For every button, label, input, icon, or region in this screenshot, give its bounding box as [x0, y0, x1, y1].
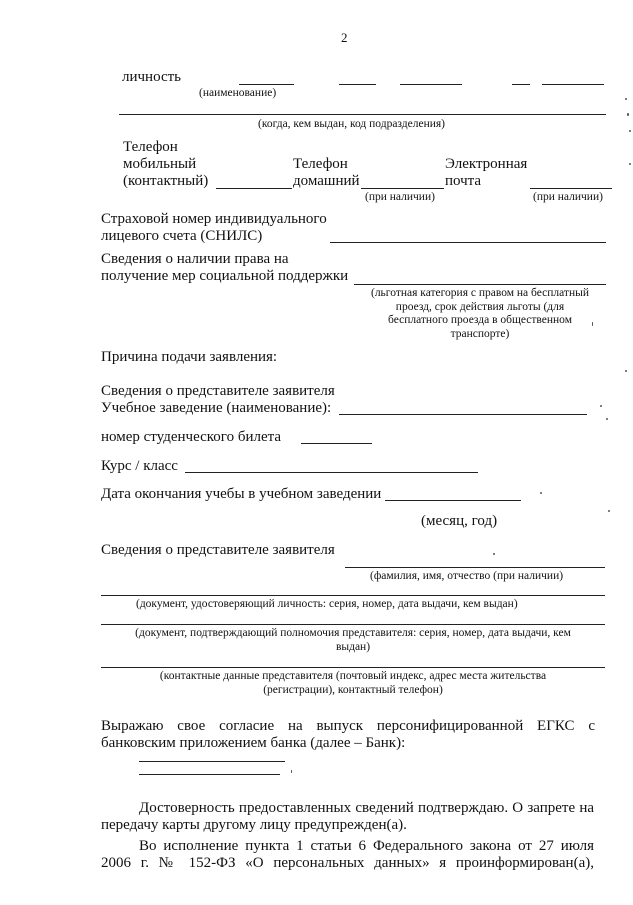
representative-contact-field[interactable] — [101, 667, 605, 668]
end-date-caption: (месяц, год) — [421, 513, 498, 529]
identity-blank-5[interactable] — [542, 84, 604, 85]
email-if-any: (при наличии) — [533, 191, 603, 203]
consent-line-1: Выражаю свое согласие на выпуск персонифицированной ЕГКС с — [101, 718, 595, 734]
home-phone-field[interactable] — [361, 188, 444, 189]
representative-contact-caption — [101, 670, 605, 697]
email-label-2: почта — [445, 173, 482, 189]
consent-field-1[interactable] — [139, 761, 285, 762]
identity-blank-2[interactable] — [339, 84, 376, 85]
identity-blank-4[interactable] — [512, 84, 530, 85]
scan-speck — [600, 405, 602, 407]
identity-name-caption: (наименование) — [199, 87, 277, 99]
declaration-para1-line1: Достоверность предоставленных сведений подтверждаю. О запрете на — [139, 800, 594, 816]
student-id-field[interactable] — [301, 443, 372, 444]
scan-speck — [493, 553, 495, 555]
scan-speck — [592, 322, 593, 326]
mobile-phone-label-3: (контактный) — [123, 173, 209, 189]
declaration-para2-line2: 2006 г. № 152-ФЗ «О персональных данных» я проинформирован(а), — [101, 855, 594, 871]
mobile-phone-label-1: Телефон — [123, 139, 178, 155]
identity-issued-line[interactable] — [119, 114, 606, 115]
reason-label: Причина подачи заявления: — [101, 349, 278, 365]
declaration-para1-line2: передачу карты другому лицу предупрежден(а). — [101, 817, 407, 833]
institution-label: Учебное заведение (наименование): — [101, 400, 332, 416]
identity-label: личность — [122, 69, 182, 85]
scan-speck — [608, 510, 610, 512]
benefits-label-2: получение мер социальной поддержки — [101, 268, 349, 284]
student-id-label: номер студенческого билета — [101, 429, 282, 445]
mobile-phone-field[interactable] — [216, 188, 292, 189]
education-rep-heading: Сведения о представителе заявителя — [101, 383, 335, 399]
identity-blank-3[interactable] — [400, 84, 462, 85]
representative-fio-field[interactable] — [345, 567, 605, 568]
representative-heading: Сведения о представителе заявителя — [101, 542, 335, 558]
scan-speck — [625, 370, 627, 372]
snils-label-1: Страховой номер индивидуального — [101, 211, 327, 227]
consent-line-2: банковским приложением банка (далее – Банк): — [101, 735, 406, 751]
representative-fio-caption: (фамилия, имя, отчество (при наличии) — [370, 570, 564, 582]
course-field[interactable] — [185, 472, 478, 473]
mobile-phone-label-2: мобильный — [123, 156, 197, 172]
benefits-field[interactable] — [354, 284, 606, 285]
identity-blank-1[interactable] — [239, 84, 294, 85]
representative-authority-caption — [101, 627, 605, 654]
benefits-caption-4: транспорте) — [450, 327, 510, 340]
home-phone-if-any: (при наличии) — [365, 191, 435, 203]
authority-caption-2: выдан) — [335, 640, 371, 653]
home-phone-label-1: Телефон — [293, 156, 348, 172]
authority-caption-1: (документ, подтверждающий полномочия представителя: серия, номер, дата выдачи, кем — [135, 627, 571, 639]
scan-speck — [291, 770, 292, 773]
benefits-label-1: Сведения о наличии права на — [101, 251, 289, 267]
email-label-1: Электронная — [445, 156, 528, 172]
contact-caption-2: (регистрации), контактный телефон) — [263, 683, 443, 696]
scan-speck — [629, 130, 631, 132]
benefits-caption-1: (льготная категория с правом на бесплатный — [370, 287, 589, 299]
representative-id-doc-field[interactable] — [101, 595, 605, 596]
representative-id-doc-caption: (документ, удостоверяющий личность: серия, номер, дата выдачи, кем выдан) — [136, 598, 518, 610]
contact-caption-1: (контактные данные представителя (почтовый индекс, адрес места жительства — [159, 670, 547, 682]
scan-speck — [629, 163, 631, 165]
end-date-field[interactable] — [385, 500, 521, 501]
end-date-label: Дата окончания учебы в учебном заведении — [101, 486, 382, 502]
scan-speck — [606, 418, 608, 420]
scan-speck — [540, 492, 542, 494]
snils-field[interactable] — [330, 242, 606, 243]
scan-speck — [627, 113, 629, 116]
benefits-caption — [352, 287, 608, 341]
benefits-caption-3: бесплатного проезда в общественном — [388, 314, 572, 326]
identity-issued-caption: (когда, кем выдан, код подразделения) — [258, 118, 445, 130]
home-phone-label-2: домашний — [293, 173, 360, 189]
email-field[interactable] — [530, 188, 612, 189]
consent-field-2[interactable] — [139, 774, 280, 775]
page-number: 2 — [341, 30, 348, 45]
benefits-caption-2: проезд, срок действия льготы (для — [395, 300, 565, 313]
institution-field[interactable] — [339, 414, 587, 415]
snils-label-2: лицевого счета (СНИЛС) — [101, 228, 263, 244]
scan-speck — [625, 98, 627, 100]
course-label: Курс / класс — [101, 458, 178, 474]
representative-authority-field[interactable] — [101, 624, 605, 625]
declaration-para2-line1: Во исполнение пункта 1 статьи 6 Федерального закона от 27 июля — [139, 838, 594, 854]
